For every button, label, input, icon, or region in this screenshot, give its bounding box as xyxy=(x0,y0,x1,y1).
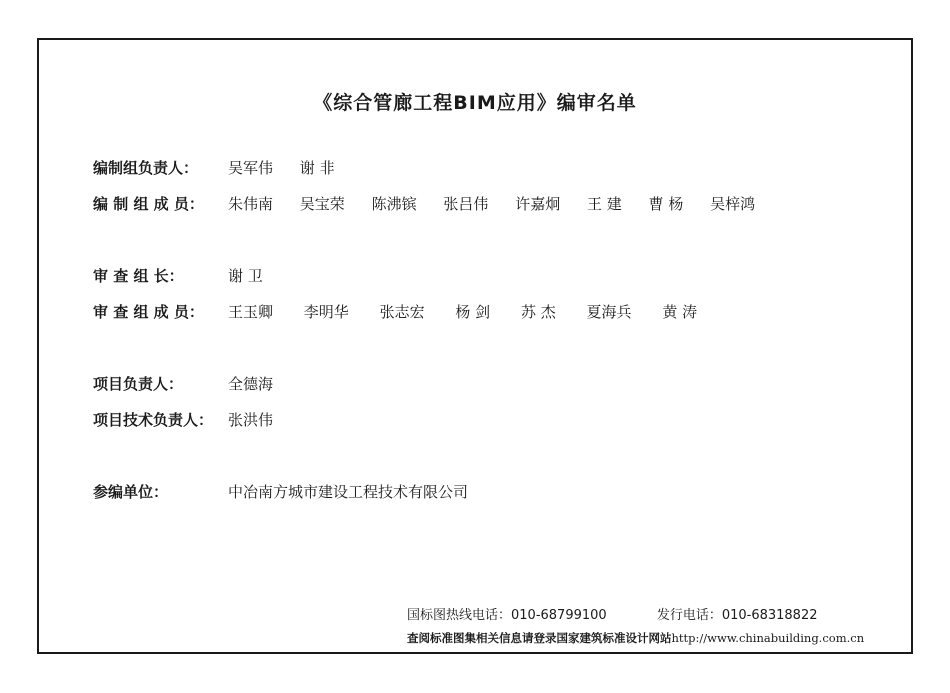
compile-leader-label: 编制组负责人： xyxy=(93,159,199,177)
person-name: 王 建 xyxy=(586,195,622,213)
project-leader-label: 项目负责人： xyxy=(93,375,184,393)
organization-name: 中冶南方城市建设工程技术有限公司 xyxy=(228,483,469,501)
review-leader-names xyxy=(228,265,285,287)
participating-unit-names xyxy=(228,481,490,503)
person-name: 李明华 xyxy=(303,303,349,321)
footer-website xyxy=(407,630,864,646)
person-name: 全德海 xyxy=(228,375,274,393)
person-name: 陈沸镔 xyxy=(371,195,417,213)
person-name: 张洪伟 xyxy=(228,411,274,429)
review-members-label: 审 查 组 成 员： xyxy=(93,303,204,321)
person-name: 谢 非 xyxy=(299,159,335,177)
person-name: 王玉卿 xyxy=(228,303,274,321)
sales-phone-text: 发行电话：010-68318822 xyxy=(656,608,818,623)
person-name: 张志宏 xyxy=(379,303,425,321)
person-name: 吴宝荣 xyxy=(299,195,345,213)
person-name: 吴军伟 xyxy=(228,159,274,177)
person-name: 曹 杨 xyxy=(648,195,684,213)
person-name: 杨 剑 xyxy=(455,303,491,321)
review-members-names xyxy=(228,301,723,323)
compile-members-label: 编 制 组 成 员： xyxy=(93,195,204,213)
person-name: 苏 杰 xyxy=(520,303,556,321)
project-tech-leader-label: 项目技术负责人： xyxy=(93,411,214,429)
footer-phones xyxy=(407,604,818,623)
participating-unit-label: 参编单位： xyxy=(93,483,169,501)
person-name: 朱伟南 xyxy=(228,195,274,213)
person-name: 张吕伟 xyxy=(443,195,489,213)
document-frame xyxy=(37,38,913,654)
person-name: 谢 卫 xyxy=(228,267,263,285)
project-leader-names xyxy=(228,373,295,395)
compile-members-names xyxy=(228,193,777,215)
website-info-text: 查阅标准图集相关信息请登录国家建筑标准设计网站 xyxy=(407,631,672,645)
person-name: 黄 涛 xyxy=(662,303,698,321)
review-leader-label: 审 查 组 长： xyxy=(93,267,184,285)
compile-leader-names xyxy=(228,157,357,179)
hotline-text: 国标图热线电话：010-68799100 xyxy=(407,608,607,623)
website-link[interactable]: http://www.chinabuilding.com.cn xyxy=(671,631,865,645)
page-title: 《综合管廊工程BIM应用》编审名单 xyxy=(313,92,637,114)
project-tech-leader-names xyxy=(228,409,295,431)
person-name: 吴梓鸿 xyxy=(710,195,756,213)
person-name: 许嘉炯 xyxy=(515,195,561,213)
person-name: 夏海兵 xyxy=(586,303,632,321)
